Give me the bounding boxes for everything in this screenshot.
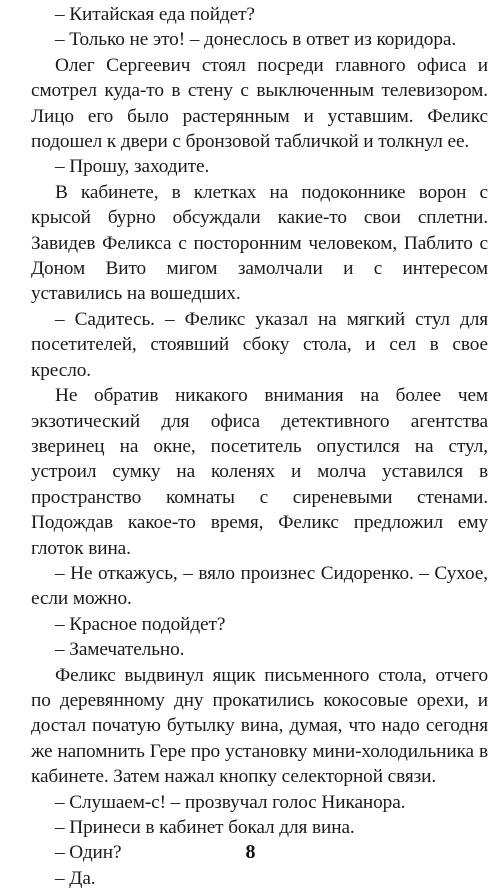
dialogue-line: – Только не это! – донеслось в ответ из коридора. [55, 29, 457, 51]
dialogue-line: – Да. [55, 867, 96, 889]
narrative-paragraph: Феликс выдвинул ящик письменного стола, отчего по деревянному дну прокатились кокосовые орехи, и достал початую бутылку вина, думая, что надо сегодня же напомнить Гере про установку мини-холодильника в кабинете. Затем нажал кнопку селекторной связи. [31, 664, 488, 788]
book-page-text [31, 2, 488, 891]
dialogue-line: – Китайская еда пойдет? [55, 4, 255, 25]
dialogue-line: – Один? [55, 842, 122, 864]
narrative-paragraph: В кабинете, в клетках на подоконнике ворон с крысой бурно обсуждали какие-то свои сплетни. Завидев Феликса с посторонним человеком, Паблито с Доном Вито мигом замолчали и с интересом уставились на вошедших. [31, 181, 488, 305]
page-number: 8 [245, 841, 256, 863]
narrative-paragraph: Не обратив никакого внимания на более чем экзотический для офиса детективного агентства зверинец на окне, посетитель опустился на стул, устроил сумку на коленях и молча уставился в пространство комнаты с сиреневыми стенами. Подождав какое-то время, Феликс предложил ему глоток вина. [31, 385, 488, 559]
narrative-paragraph: Олег Сергеевич стоял посреди главного офиса и смотрел куда-то в стену с выключенным телевизором. Лицо его было растерянным и уставшим. Феликс подошел к двери с бронзовой табличкой и толкнул ее. [31, 54, 488, 153]
dialogue-line: – Замечательно. [55, 639, 185, 661]
dialogue-line: – Слушаем-с! – прозвучал голос Никанора. [55, 791, 406, 813]
dialogue-line: – Прошу, заходите. [55, 156, 210, 178]
dialogue-line: – Красное подойдет? [55, 613, 226, 635]
dialogue-line: – Принеси в кабинет бокал для вина. [55, 817, 355, 838]
dialogue-line: – Не откажусь, – вяло произнес Сидоренко. – Сухое, если можно. [31, 562, 488, 610]
dialogue-line: – Садитесь. – Феликс указал на мягкий стул для посетителей, стоявший сбоку стола, и сел в свое кресло. [31, 308, 488, 381]
